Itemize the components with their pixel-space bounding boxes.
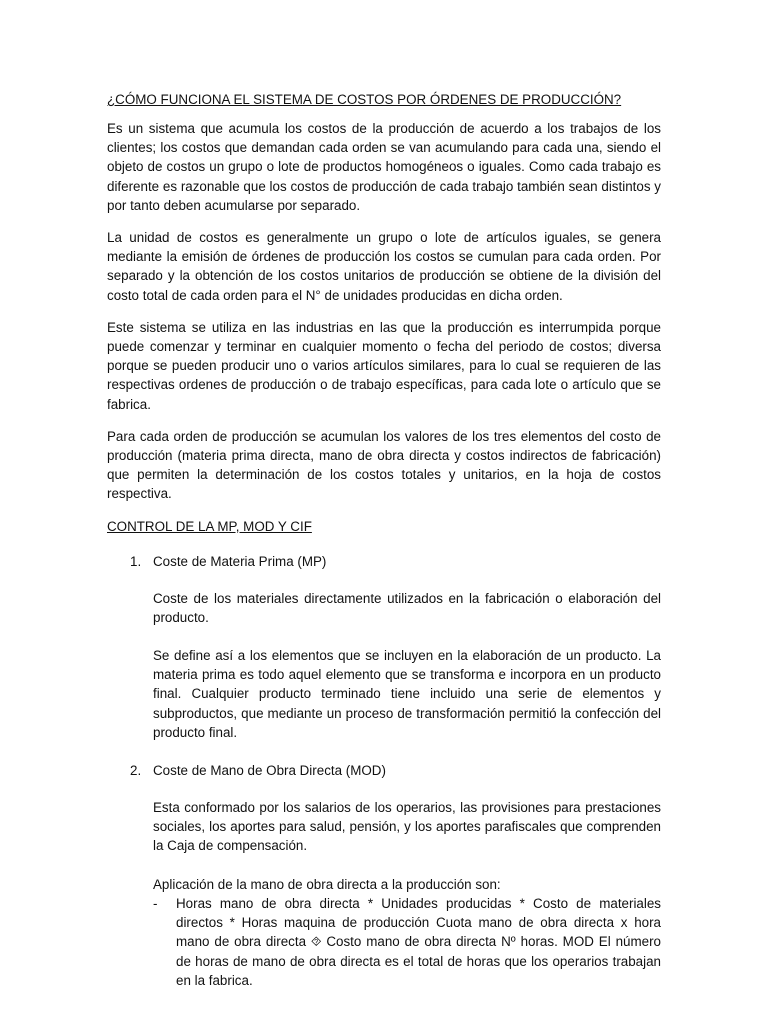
bullet-text: Horas mano de obra directa * Unidades producidas * Costo de materiales directos * Horas maquina de producción Cuota mano de obra directa x hora mano de obra directa ⯑ Costo mano de obra directa Nº horas. MOD El número de horas de mano de obra directa es el total de horas que los operarios trabajan en la fabrica. [176,895,661,988]
document-title: ¿CÓMO FUNCIONA EL SISTEMA DE COSTOS POR ÓRDENES DE PRODUCCIÓN? [107,92,622,107]
intro-paragraph-4: Para cada orden de producción se acumulan los valores de los tres elementos del costo de producción (materia prima directa, mano de obra directa y costos indirectos de fabricación) que permiten la determinación de los costos totales y unitarios, en la hoja de costos respectiva. [107,428,661,502]
item-1-heading [107,552,661,571]
intro-paragraph-3: Este sistema se utiliza en las industrias en las que la producción es interrumpida porque puede comenzar y terminar en cualquier momento o fecha del periodo de costos; diversa porque se pueden producir uno o varios artículos similares, para lo cual se requieren de las respectivas ordenes de producción o de trabajo específicas, para cada lote o artículo que se fabrica. [107,319,661,412]
item-2-list-intro: Aplicación de la mano de obra directa a la producción son: [153,876,501,892]
item-1-paragraph-2: Se define así a los elementos que se incluyen en la elaboración de un producto. La materia prima es todo aquel elemento que se transforma e incorpora en un producto final. Cualquier producto terminado tiene incluido una serie de elementos y subproductos, que mediante un proceso de transformación permitió la confección del producto final. [153,648,661,740]
item-2-paragraph-1: Esta conformado por los salarios de los operarios, las provisiones para prestaciones sociales, los aportes para salud, pensión, y los aportes parafiscales que comprenden la Caja de compensación. [153,800,661,854]
item-2-application-list [153,875,661,990]
bullet-dash: - [153,895,158,911]
intro-paragraph-2: La unidad de costos es generalmente un grupo o lote de artículos iguales, se genera mediante la emisión de órdenes de producción los costos se cumulan para cada orden. Por separado y la obtención de los costos unitarios de producción se obtiene de la división del costo total de cada orden para el N° de unidades producidas en dicha orden. [107,230,661,303]
list-item [153,894,661,990]
control-heading: CONTROL DE LA MP, MOD Y CIF [107,518,312,534]
item-1-paragraph-1: Coste de los materiales directamente utilizados en la fabricación o elaboración del producto. [153,590,661,625]
intro-paragraph-1: Es un sistema que acumula los costos de la producción de acuerdo a los trabajos de los clientes; los costos que demandan cada orden se van acumulando para cada una, siendo el objeto de costos un grupo o lote de productos homogéneos o iguales. Como cada trabajo es diferente es razonable que los costos de producción de cada trabajo también sean distintos y por tanto deben acumularse por separado. [107,121,661,213]
document-page [107,90,661,990]
item-1-number: 1. [130,553,142,569]
item-1-title: Coste de Materia Prima (MP) [153,553,327,569]
item-2-number: 2. [130,763,142,779]
item-2-heading [107,761,661,780]
item-2-title: Coste de Mano de Obra Directa (MOD) [153,763,386,779]
